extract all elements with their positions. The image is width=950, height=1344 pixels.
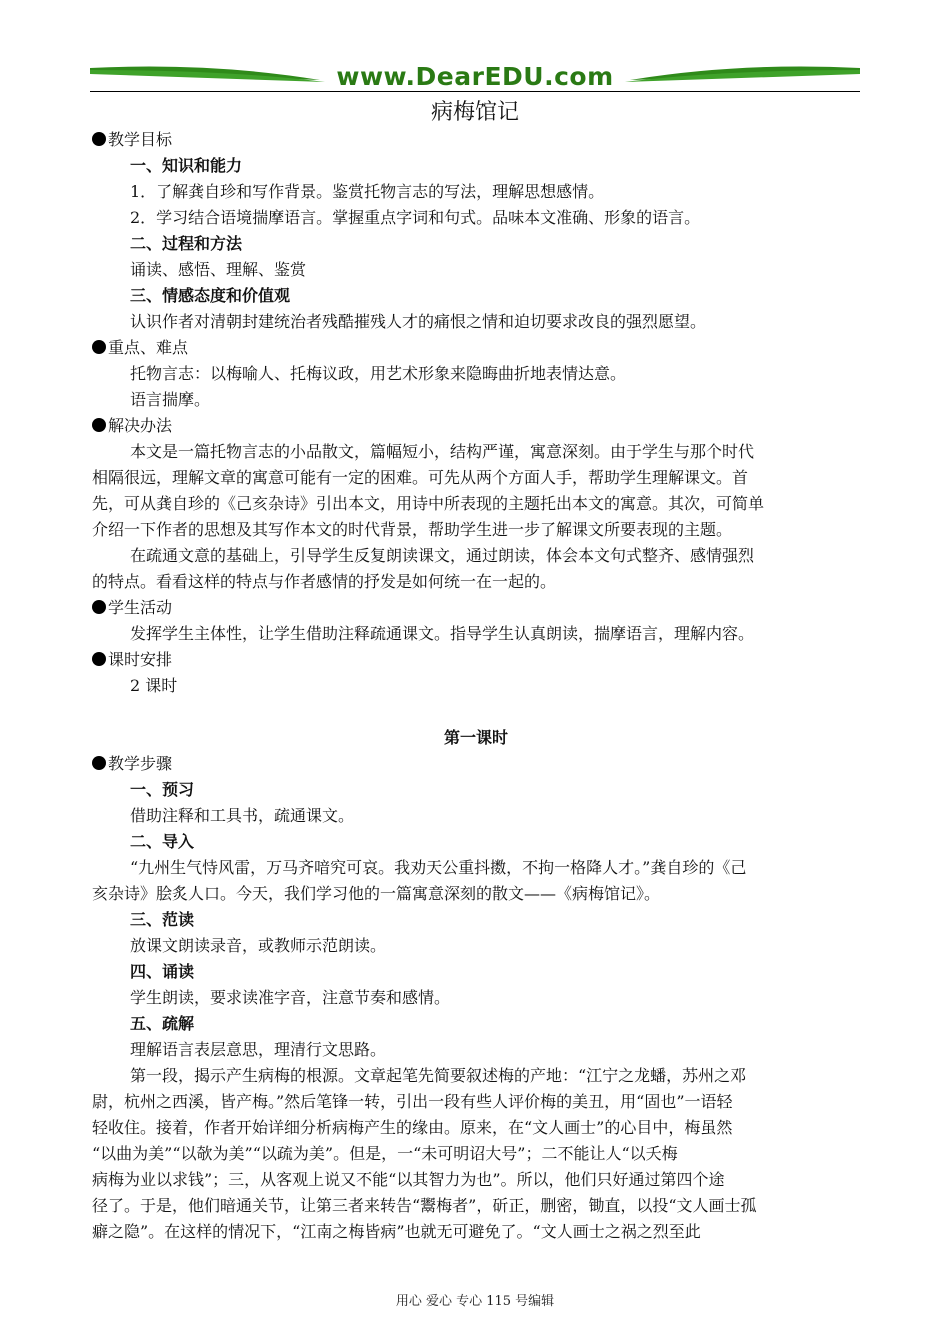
paragraph-line: 的特点。看看这样的特点与作者感情的抒发是如何统一在一起的。 xyxy=(92,572,557,591)
site-header xyxy=(90,60,860,94)
site-brand[interactable]: www.DearEDU.com xyxy=(336,62,614,91)
subheading: 三、情感态度和价值观 xyxy=(130,286,291,305)
paragraph-line: 病梅为业以求钱”；三，从客观上说又不能“以其智力为也”。所以，他们只好通过第四个途 xyxy=(92,1170,725,1189)
paragraph-line: 轻收住。接着，作者开始详细分析病梅产生的缘由。原来，在“文人画士”的心目中，梅虽然 xyxy=(92,1118,733,1137)
section-heading-activity: 学生活动 xyxy=(92,595,860,621)
bullet-icon xyxy=(92,340,106,354)
paragraph-line: 介绍一下作者的思想及其写作本文的时代背景，帮助学生进一步了解课文所要表现的主题。 xyxy=(92,520,733,539)
section-heading-schedule: 课时安排 xyxy=(92,647,860,673)
subheading: 四、诵读 xyxy=(130,962,195,981)
paragraph-line: 癖之隐”。在这样的情况下，“江南之梅皆病”也就无可避免了。“文人画士之祸之烈至此 xyxy=(92,1222,701,1241)
lesson-title: 第一课时 xyxy=(443,728,508,747)
page-footer: 用心 爱心 专心 115 号编辑 xyxy=(395,1294,555,1309)
paragraph: 托物言志：以梅喻人、托梅议政，用艺术形象来隐晦曲折地表情达意。 xyxy=(130,364,627,383)
paragraph-line: 尉，杭州之西溪，皆产梅。”然后笔锋一转，引出一段有些人评价梅的美丑，用“固也”一语轻 xyxy=(92,1092,733,1111)
document-body xyxy=(92,127,860,1245)
bullet-icon xyxy=(92,756,106,770)
paragraph-line: “九州生气恃风雷，万马齐喑究可哀。我劝天公重抖擞，不拘一格降人才。”龚自珍的《己 xyxy=(130,858,747,877)
section-heading-key: 重点、难点 xyxy=(92,335,860,361)
section-heading-solution: 解决办法 xyxy=(92,413,860,439)
bullet-icon xyxy=(92,600,106,614)
paragraph: 学生朗读，要求读准字音，注意节奏和感情。 xyxy=(130,988,451,1007)
paragraph: 认识作者对清朝封建统治者残酷摧残人才的痛恨之情和迫切要求改良的强烈愿望。 xyxy=(130,312,707,331)
paragraph-line: 相隔很远，理解文章的寓意可能有一定的困难。可先从两个方面人手，帮助学生理解课文。首 xyxy=(92,468,749,487)
subheading: 三、范读 xyxy=(130,910,195,929)
paragraph-line: 在疏通文意的基础上，引导学生反复朗读课文，通过朗读，体会本文句式整齐、感情强烈 xyxy=(130,546,755,565)
paragraph: 发挥学生主体性，让学生借助注释疏通课文。指导学生认真朗读，揣摩语言，理解内容。 xyxy=(130,624,755,643)
paragraph: 理解语言表层意思，理清行文思路。 xyxy=(130,1040,387,1059)
subheading: 一、预习 xyxy=(130,780,195,799)
subheading: 二、导入 xyxy=(130,832,195,851)
paragraph-line: 亥杂诗》脍炙人口。今天，我们学习他的一篇寓意深刻的散文——《病梅馆记》。 xyxy=(92,884,661,903)
paragraph: 2 课时 xyxy=(130,676,178,695)
document-title: 病梅馆记 xyxy=(430,100,519,125)
subheading: 二、过程和方法 xyxy=(130,234,243,253)
section-heading-goals: 教学目标 xyxy=(92,127,860,153)
bullet-icon xyxy=(92,132,106,146)
paragraph: 2．学习结合语境揣摩语言。掌握重点字词和句式。品味本文准确、形象的语言。 xyxy=(130,208,701,227)
paragraph-line: 径了。于是，他们暗通关节，让第三者来转告“鬻梅者”，斫正，删密，锄直，以投“文人画士孤 xyxy=(92,1196,757,1215)
bullet-icon xyxy=(92,418,106,432)
paragraph-line: 先，可从龚自珍的《己亥杂诗》引出本文，用诗中所表现的主题托出本文的寓意。其次，可简单 xyxy=(92,494,765,513)
paragraph: 诵读、感悟、理解、鉴赏 xyxy=(130,260,307,279)
paragraph: 借助注释和工具书，疏通课文。 xyxy=(130,806,355,825)
subheading: 五、疏解 xyxy=(130,1014,195,1033)
bullet-icon xyxy=(92,652,106,666)
subheading: 一、知识和能力 xyxy=(130,156,243,175)
section-heading-steps: 教学步骤 xyxy=(92,751,860,777)
paragraph: 语言揣摩。 xyxy=(130,390,211,409)
paragraph: 放课文朗读录音，或教师示范朗读。 xyxy=(130,936,387,955)
paragraph-line: 本文是一篇托物言志的小品散文，篇幅短小，结构严谨，寓意深刻。由于学生与那个时代 xyxy=(130,442,755,461)
header-rule xyxy=(90,91,860,92)
paragraph-line: “以曲为美”“以欹为美”“以疏为美”。但是，一“未可明诏大号”；二不能让人“以夭梅 xyxy=(92,1144,678,1163)
paragraph: 1．了解龚自珍和写作背景。鉴赏托物言志的写法，理解思想感情。 xyxy=(130,182,605,201)
paragraph-line: 第一段，揭示产生病梅的根源。文章起笔先简要叙述梅的产地：“江宁之龙蟠，苏州之邓 xyxy=(130,1066,747,1085)
